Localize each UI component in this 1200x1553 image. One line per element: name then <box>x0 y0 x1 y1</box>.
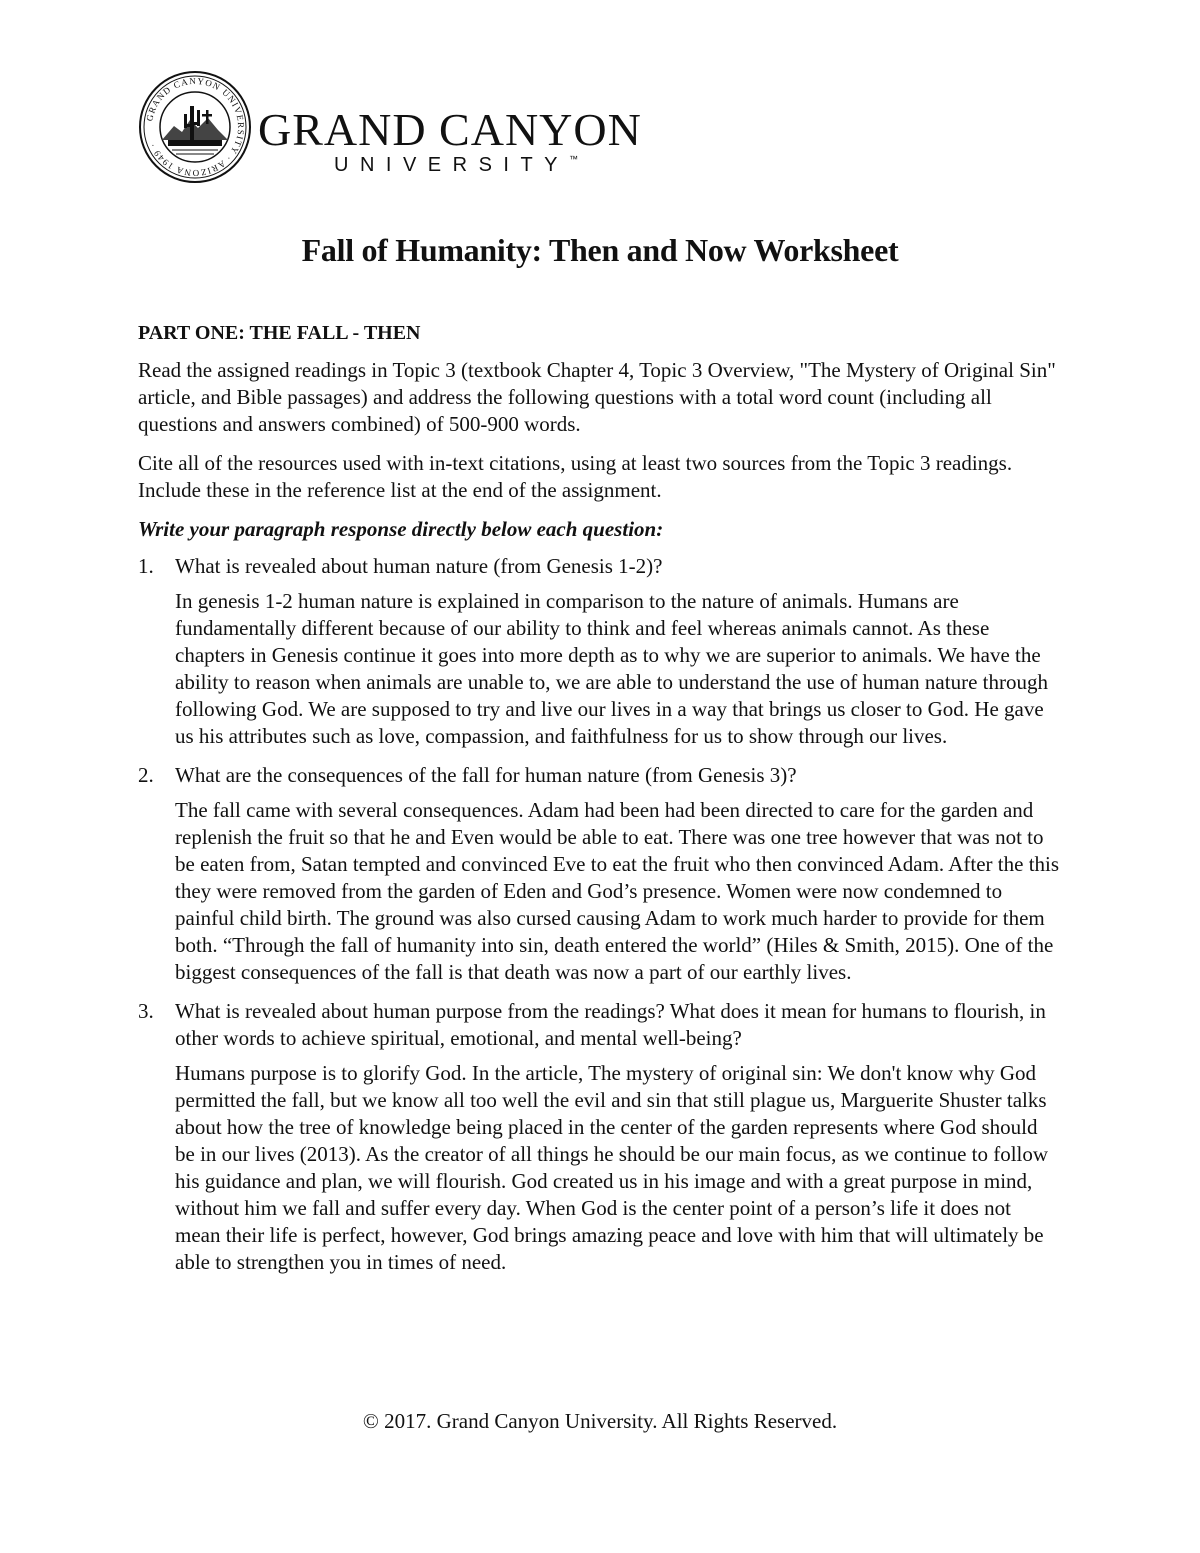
instruction-text: Write your paragraph response directly below each question: <box>138 517 664 541</box>
university-wordmark <box>258 104 642 177</box>
part-heading: PART ONE: THE FALL - THEN <box>138 322 421 344</box>
university-logo <box>138 70 642 184</box>
answer-1: In genesis 1-2 human nature is explained in comparison to the nature of animals. Humans are fundamentally different because of our ability to think and feel whereas animals cannot. As these chapters in Genesis continue it goes into more depth as to why we are superior to animals. We have the ability to reason when animals are unable to, we are able to understand the use of human nature through following God. We are supposed to try and live our lives in a way that brings us closer to God. He gave us his attributes such as love, compassion, and faithfulness for us to show through our lives. <box>175 589 1048 748</box>
svg-text:GRAND CANYON UNIVERSITY · ARIZ: GRAND CANYON UNIVERSITY · ARIZONA 1949 · <box>144 75 247 179</box>
logo-line-2-text: UNIVERSITY <box>334 154 570 176</box>
question-3 <box>138 998 1060 1052</box>
logo-line-2 <box>334 154 642 177</box>
document-title: Fall of Humanity: Then and Now Worksheet <box>301 232 899 268</box>
question-text: What are the consequences of the fall for human nature (from Genesis 3)? <box>175 763 797 787</box>
copyright-footer: © 2017. Grand Canyon University. All Rights Reserved. <box>362 1409 838 1433</box>
answer-2: The fall came with several consequences. Adam had been had been directed to care for the garden and replenish the fruit so that he and Even would be able to eat. There was one tree however that was not to be eaten from, Satan tempted and convinced Eve to eat the fruit who then convinced Adam. After the this they were removed from the garden of Eden and God’s presence. Women were now condemned to painful child birth. The ground was also cursed causing Adam to work much harder to provide for them both. “Through the fall of humanity into sin, death entered the world” (Hiles & Smith, 2015). One of the biggest consequences of the fall is that death was now a part of our earthly lives. <box>175 798 1060 984</box>
question-1 <box>138 553 1060 580</box>
question-number: 1. <box>138 554 154 578</box>
question-number: 2. <box>138 763 154 787</box>
intro-paragraph-2: Cite all of the resources used with in-text citations, using at least two sources from the Topic 3 readings. Include these in the reference list at the end of the assignment. <box>138 451 1013 502</box>
question-text: What is revealed about human nature (from Genesis 1-2)? <box>175 554 663 578</box>
university-seal-icon <box>138 70 252 184</box>
answer-3: Humans purpose is to glorify God. In the article, The mystery of original sin: We don't know why God permitted the fall, but we know all too well the evil and sin that still plague us, Marguerite Shuster talks about how the tree of knowledge being placed in the center of the garden represents where God should be in our lives (2013). As the creator of all things he should be our main focus, as we continue to follow his guidance and plan, we will flourish. God created us in his image and with a great purpose in mind, without him we fall and suffer every day. When God is the center point of a person’s life it does not mean their life is perfect, however, God brings amazing peace and love with him that will ultimately be able to strengthen you in times of need. <box>175 1061 1049 1274</box>
question-number: 3. <box>138 999 154 1023</box>
trademark-symbol: ™ <box>569 154 579 164</box>
question-2 <box>138 762 1060 789</box>
document-body <box>138 320 1060 1288</box>
intro-paragraph-1: Read the assigned readings in Topic 3 (textbook Chapter 4, Topic 3 Overview, "The Mystery of Original Sin" article, and Bible passages) and address the following questions with a total word count (including all questions and answers combined) of 500-900 words. <box>138 358 1056 436</box>
question-text: What is revealed about human purpose from the readings? What does it mean for humans to flourish, in other words to achieve spiritual, emotional, and mental well-being? <box>175 999 1046 1050</box>
logo-line-1: GRAND CANYON <box>258 104 642 155</box>
